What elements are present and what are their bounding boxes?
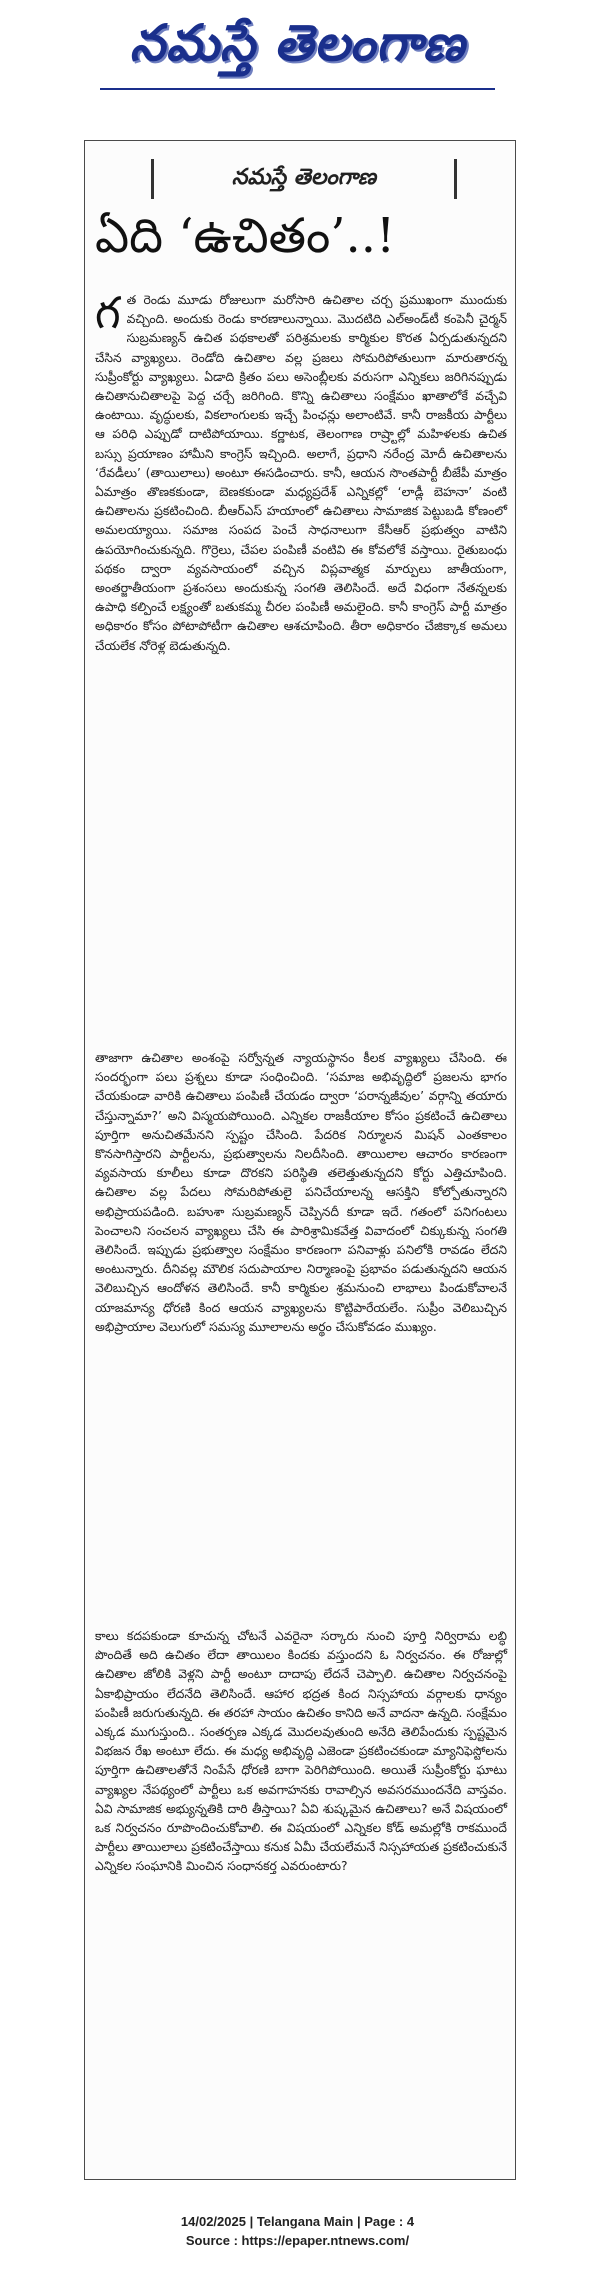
paragraph-3: కాలు కదపకుండా కూచున్న చోటనే ఎవరైనా సర్కారు నుంచి పూర్తి నిర్విరామ లబ్ధి పొందితే అది ఉచితం లేదా తాయిలం కిందకు వస్తుందని ఓ నిర్వచనం. ఈ రోజుల్లో ఉచితాల జోలికి వెళ్లని పార్టీ అంటూ దాదాపు లేదనే చెప్పాలి. ఉచితాల నిర్వచనంపై ఏకాభిప్రాయం లేదనేది తెలిసిందే. ఆహార భద్రత కింద నిస్సహాయ వర్గాలకు ధాన్యం పంపిణీ జరుగుతున్నది. ఈ తరహా సాయం ఉచితం కానిది అనే వాదనా ఉన్నది. సంక్షేమం ఎక్కడ ముగుస్తుంది.. సంతర్పణ ఎక్కడ మొదలవుతుంది అనేది తెలిపేందుకు స్పష్టమైన విభజన రేఖ అంటూ లేదు. ఈ మధ్య అభివృద్ధి ఎజెండా ప్రకటించకుండా మ్యానిఫెస్టోలను పూర్తిగా ఉచితాలతోనే నింపేసే ధోరణి బాగా పెరిగిపోయింది. అయితే సుప్రీంకోర్టు ఘాటు వ్యాఖ్యల నేపథ్యంలో పార్టీలు ఒక అవగాహనకు రావాల్సిన అవసరముందనేది వాస్తవం. ఏవి సామాజిక అభ్యున్నతికి దారి తీస్తాయి? ఏవి శుష్కమైన ఉచితాలు? అనే విషయంలో ఒక నిర్వచనం రూపొందించుకోవాలి. ఈ విషయంలో ఎన్నికల కోడ్ అమల్లోకి రాకముందే పార్టీలు తాయిలాలు ప్రకటించేస్తాయి కనుక ఏమీ చేయలేమనే నిస్సహాయత ప్రకటించుకునే ఎన్నికల సంఘానికి మించిన సంధానకర్త ఎవరుంటారు? — [95, 1629, 507, 1874]
section-name: నమస్తే తెలంగాణ — [231, 165, 377, 190]
headline: ఏది ‘ఉచితం’..! — [95, 208, 396, 264]
editorial-article — [84, 140, 516, 2180]
drop-cap: గ — [95, 288, 121, 339]
footer-date-page: 14/02/2025 | Telangana Main | Page : 4 — [180, 2214, 415, 2229]
masthead — [0, 0, 595, 108]
section-header — [151, 159, 457, 199]
footer-source: Source : https://epaper.ntnews.com/ — [185, 2233, 410, 2248]
paragraph-1-text: త రెండు మూడు రోజులుగా మరోసారి ఉచితాల చర్చ ప్రముఖంగా ముందుకు వచ్చింది. అందుకు రెండు కారణాలున్నాయి. మొదటిది ఎల్‌అండ్‌టీ కంపెనీ చైర్మన్ సుబ్రమణ్యన్ ఉచిత పథకాలతో పరిశ్రమలకు కార్మికుల కొరత ఏర్పడుతున్నదని చేసిన వ్యాఖ్యలు. రెండోది ఉచితాల వల్ల ప్రజలు సోమరిపోతులుగా మారుతారన్న సుప్రీంకోర్టు వ్యాఖ్యలు. ఏడాది క్రితం పలు అసెంబ్లీలకు వరుసగా ఎన్నికలు జరిగినప్పుడు ఉచితానుచితాలపై పెద్ద చర్చే జరిగింది. కొన్ని ఉచితాలు సంక్షేమం ఖాతాలోకే వచ్చేవి ఉంటాయి. వృద్ధులకు, వికలాంగులకు ఇచ్చే పింఛన్లు అలాంటివే. కానీ రాజకీయ పార్టీలు ఆ పరిధి ఎప్పుడో దాటిపోయాయి. కర్ణాటక, తెలంగాణ రాష్ర్టాల్లో మహిళలకు ఉచిత బస్సు ప్రయాణం హామీని కాంగ్రెస్ ఇచ్చింది. అలాగే, ప్రధాని నరేంద్ర మోదీ ఉచితాలను ‘రేవడీలు’ (తాయిలాలు) అంటూ ఈసడించారు. కానీ, ఆయన సొంతపార్టీ బీజేపీ మాత్రం ఏమాత్రం తొణకకుండా, బెణకకుండా మధ్యప్రదేశ్ ఎన్నికల్లో ‘లాడ్లీ బెహనా’ వంటి ఉచితాలను ప్రకటించింది. బీఆర్‌ఎస్ హయాంలో ఉచితాలు సామాజిక పెట్టుబడి కోణంలో అమలయ్యాయి. సమాజ సంపద పెంచే సాధనాలుగా కేసీఆర్ ప్రభుత్వం వాటిని ఉపయోగించుకున్నది. గొర్రెలు, చేపల పంపిణీ వంటివి ఈ కోవలోకే వస్తాయి. రైతుబంధు పథకం ద్వారా వ్యవసాయంలో వచ్చిన విప్లవాత్మక మార్పులు జాతీయంగా, అంతర్జాతీయంగా ప్రశంసలు అందుకున్న సంగతి తెలిసిందే. అదే విధంగా నేతన్నలకు ఉపాధి కల్పించే లక్ష్యంతో బతుకమ్మ చీరల పంపిణీ అమలైంది. కానీ కాంగ్రెస్ పార్టీ మాత్రం అధికారం కోసం పోటాపోటీగా ఉచితాల ఆశచూపింది. తీరా అధికారం చేజిక్కాక అమలు చేయలేక నోరెళ్ల బెడుతున్నది. — [95, 293, 507, 653]
footer — [0, 2212, 595, 2250]
masthead-logo: నమస్తే తెలంగాణ — [129, 14, 466, 72]
paragraph-2: తాజాగా ఉచితాల అంశంపై సర్వోన్నత న్యాయస్థానం కీలక వ్యాఖ్యలు చేసింది. ఈ సందర్భంగా పలు ప్రశ్నలు కూడా సంధించింది. ‘సమాజ అభివృద్ధిలో ప్రజలను భాగం చేయకుండా వారికి ఉచితాలు పంపిణీ చేయడం ద్వారా ‘పరాన్నజీవుల’ వర్గాన్ని తయారు చేస్తున్నామా?’ అని విస్మయపోయింది. ఎన్నికల రాజకీయాల కోసం ప్రకటించే ఉచితాలు పూర్తిగా అనుచితమేనని స్పష్టం చేసింది. పేదరిక నిర్మూలన మిషన్ ఎంతకాలం కొనసాగిస్తారని పార్టీలను, ప్రభుత్వాలను నిలదీసింది. తాయిలాల ఆచారం కారణంగా వ్యవసాయ కూలీలు కూడా దొరకని పరిస్థితి తలెత్తుతున్నదని కోర్టు ఎత్తిచూపింది. ఉచితాల వల్ల పేదలు సోమరిపోతులై పనిచేయాలన్న ఆసక్తిని కోల్పోతున్నారని అభిప్రాయపడింది. బహుశా సుబ్రమణ్యన్ చెప్పినదీ కూడా ఇదే. గతంలో పనిగంటలు పెంచాలని సంచలన వ్యాఖ్యలు చేసి ఈ పారిశ్రామికవేత్త వివాదంలో చిక్కుకున్న సంగతి తెలిసిందే. ఇప్పుడు ప్రభుత్వాల సంక్షేమం కారణంగా పనివాళ్లు పనిలోకి రావడం లేదని అంటున్నారు. దీనివల్ల మౌలిక సదుపాయాల నిర్మాణంపై ప్రభావం పడుతున్నదని ఆయన వెలిబుచ్చిన ఆందోళన తెలిసిందే. కానీ కార్మికుల శ్రమనుంచి లాభాలు పిండుకోవాలనే యాజమాన్య ధోరణి కింద ఆయన వ్యాఖ్యలను కొట్టిపారేయలేం. సుప్రీం వెలిబుచ్చిన అభిప్రాయాల వెలుగులో సమస్య మూలాలను అర్థం చేసుకోవడం ముఖ్యం. — [95, 1051, 507, 1334]
masthead-rule — [100, 88, 495, 90]
paragraph-1 — [95, 288, 507, 656]
